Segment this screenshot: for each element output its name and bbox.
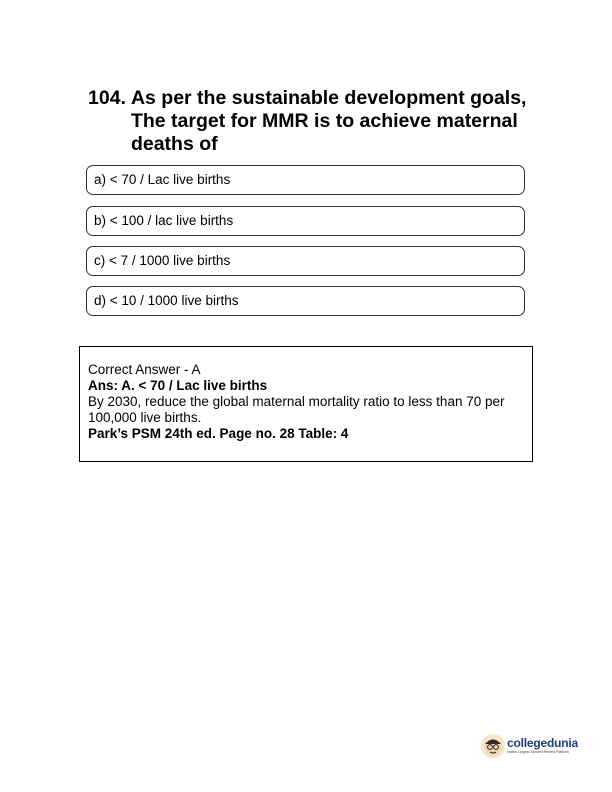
- logo-name: collegedunia: [507, 736, 578, 750]
- option-c[interactable]: c) < 7 / 1000 live births: [86, 246, 525, 276]
- option-b[interactable]: b) < 100 / lac live births: [86, 206, 525, 236]
- explanation: By 2030, reduce the global maternal mortality ratio to less than 70 per 100,000 live births.: [88, 394, 505, 425]
- collegedunia-logo: [481, 731, 585, 761]
- question-number: 104.: [88, 87, 126, 109]
- student-mascot-icon: [481, 734, 505, 758]
- question-text: As per the sustainable development goals, The target for MMR is to achieve maternal deaths of: [130, 87, 527, 155]
- reference: Park’s PSM 24th ed. Page no. 28 Table: 4: [88, 426, 349, 441]
- logo-tagline: India's Largest Student Review Platform: [507, 750, 570, 754]
- question: [88, 87, 558, 156]
- option-a[interactable]: a) < 70 / Lac live births: [86, 165, 525, 195]
- option-d[interactable]: d) < 10 / 1000 live births: [86, 286, 525, 316]
- answer-line: Ans: A. < 70 / Lac live births: [88, 378, 268, 393]
- answer-box: [79, 346, 533, 462]
- correct-answer: Correct Answer - A: [88, 362, 201, 377]
